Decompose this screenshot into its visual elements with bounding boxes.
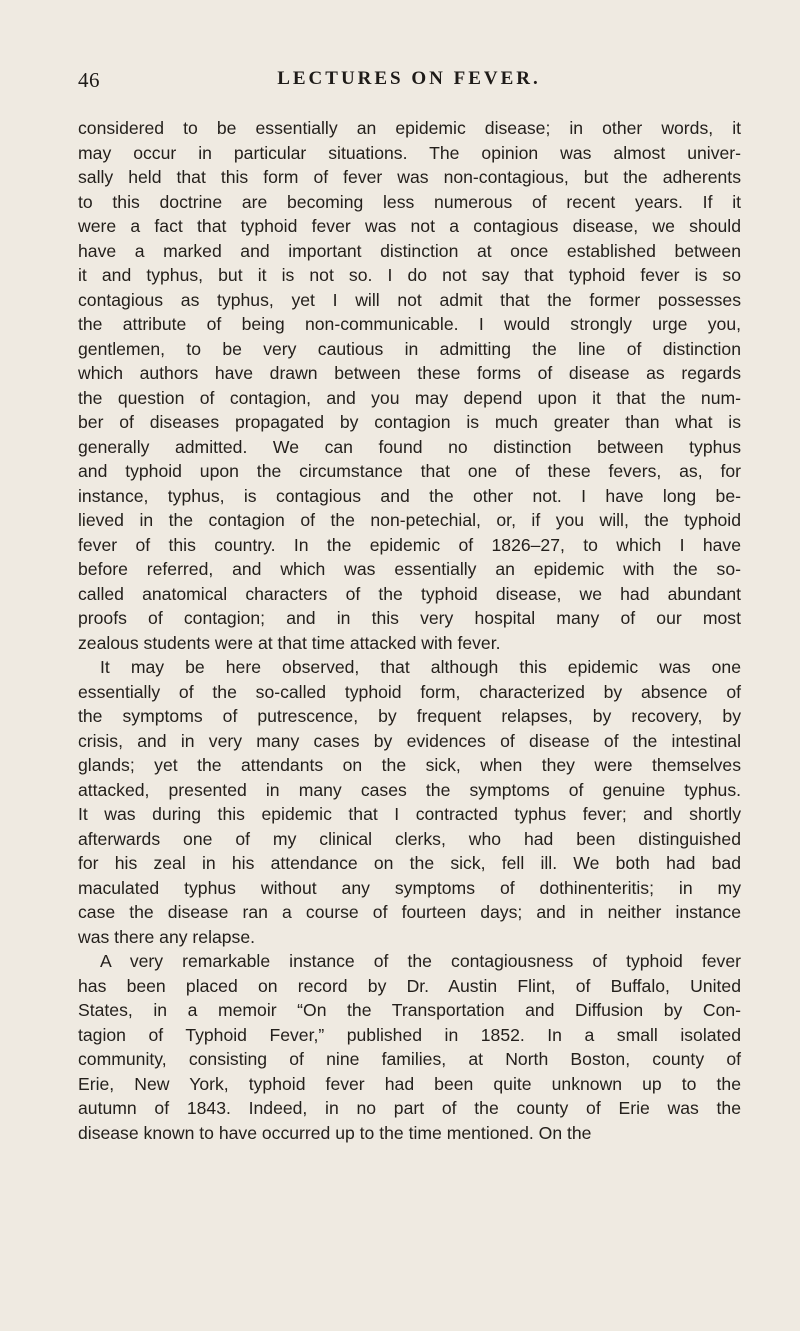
- text-line: for his zeal in his attendance on the sick, fell ill. We both had bad: [78, 853, 741, 873]
- text-line: were a fact that typhoid fever was not a contagious disease, we should: [78, 216, 741, 236]
- text-line: Erie, New York, typhoid fever had been quite unknown up to the: [78, 1073, 741, 1094]
- text-line: essentially of the so-called typhoid form, characterized by absence of: [78, 681, 741, 702]
- paragraph: [78, 949, 741, 1145]
- text-line: was there any relapse.: [78, 926, 256, 947]
- text-line: the attribute of being non-communicable. I would strongly urge you,: [78, 314, 741, 334]
- text-line: generally admitted. We can found no distinction between typhus: [78, 436, 741, 457]
- text-line: maculated typhus without any symptoms of dothinenteritis; in my: [78, 877, 741, 898]
- text-line: community, consisting of nine families, at North Boston, county of: [78, 1049, 741, 1069]
- text-line: contagious as typhus, yet I will not admit that the former possesses: [78, 289, 741, 310]
- text-line: may occur in particular situations. The opinion was almost univer-: [78, 142, 741, 163]
- text-line: before referred, and which was essentially an epidemic with the so-: [78, 559, 741, 579]
- text-line: fever of this country. In the epidemic of 1826–27, to which I have: [78, 534, 741, 555]
- text-line: States, in a memoir “On the Transportation and Diffusion by Con-: [78, 1000, 741, 1020]
- text-line: which authors have drawn between these forms of disease as regards: [78, 363, 741, 383]
- text-line: lieved in the contagion of the non-petechial, or, if you will, the typhoid: [78, 510, 741, 530]
- text-line: sally held that this form of fever was non-contagious, but the adherents: [78, 167, 741, 187]
- running-head: [78, 68, 740, 98]
- text-line: to this doctrine are becoming less numerous of recent years. If it: [78, 191, 741, 212]
- text-line: glands; yet the attendants on the sick, when they were themselves: [78, 755, 741, 775]
- text-line: proofs of contagion; and in this very hospital many of our most: [78, 608, 741, 628]
- text-line: It was during this epidemic that I contracted typhus fever; and shortly: [78, 804, 741, 824]
- text-line: gentlemen, to be very cautious in admitting the line of distinction: [78, 338, 741, 359]
- running-title: LECTURES ON FEVER.: [277, 68, 541, 89]
- text-line: autumn of 1843. Indeed, in no part of the county of Erie was the: [78, 1098, 741, 1118]
- text-line: disease known to have occurred up to the time mentioned. On the: [78, 1122, 592, 1143]
- text-line: called anatomical characters of the typhoid disease, we had abundant: [78, 583, 741, 604]
- text-line: has been placed on record by Dr. Austin Flint, of Buffalo, United: [78, 975, 741, 996]
- text-line: the question of contagion, and you may depend upon it that the num-: [78, 387, 741, 408]
- paragraph: [78, 655, 741, 949]
- text-line: It may be here observed, that although this epidemic was one: [100, 657, 741, 677]
- text-line: the symptoms of putrescence, by frequent relapses, by recovery, by: [78, 706, 741, 726]
- text-line: ber of diseases propagated by contagion is much greater than what is: [78, 412, 741, 432]
- text-line: it and typhus, but it is not so. I do not say that typhoid fever is so: [78, 265, 741, 285]
- text-line: instance, typhus, is contagious and the other not. I have long be-: [78, 485, 741, 506]
- page-number: 46: [78, 68, 100, 92]
- text-line: have a marked and important distinction at once established between: [78, 240, 741, 261]
- text-line: A very remarkable instance of the contagiousness of typhoid fever: [100, 951, 741, 971]
- body-text: [78, 116, 741, 1145]
- text-line: afterwards one of my clinical clerks, who had been distinguished: [78, 828, 741, 849]
- text-line: zealous students were at that time attacked with fever.: [78, 632, 501, 653]
- text-line: and typhoid upon the circumstance that one of these fevers, as, for: [78, 461, 741, 481]
- paragraph: [78, 116, 741, 655]
- text-line: considered to be essentially an epidemic disease; in other words, it: [78, 118, 741, 138]
- text-line: crisis, and in very many cases by evidences of disease of the intestinal: [78, 730, 741, 751]
- text-line: attacked, presented in many cases the symptoms of genuine typhus.: [78, 779, 741, 800]
- text-line: tagion of Typhoid Fever,” published in 1852. In a small isolated: [78, 1024, 741, 1045]
- text-line: case the disease ran a course of fourteen days; and in neither instance: [78, 902, 741, 922]
